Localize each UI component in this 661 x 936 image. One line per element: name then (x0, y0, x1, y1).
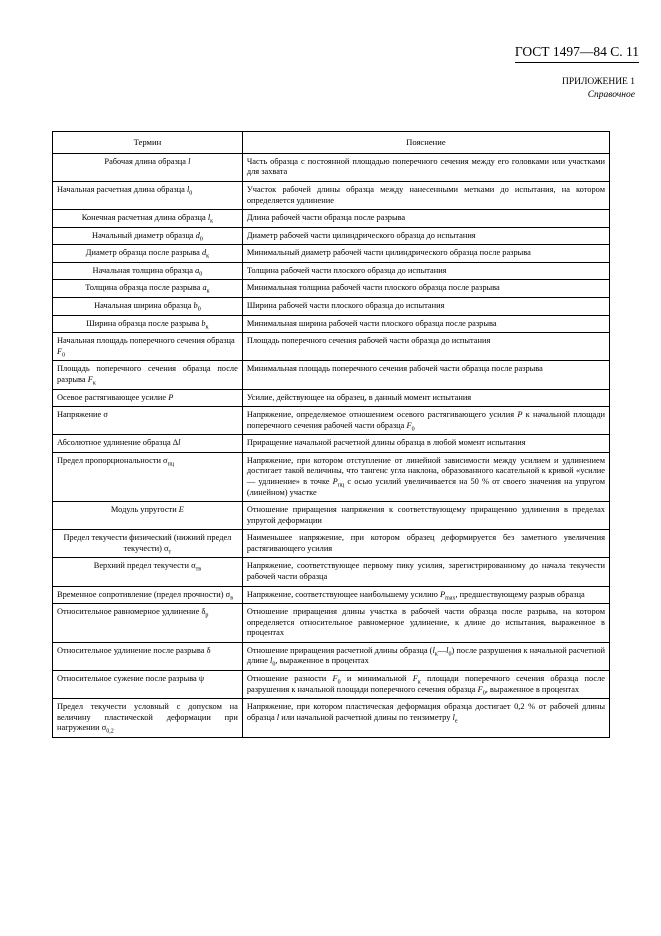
table-row (53, 210, 610, 228)
table-row (53, 604, 610, 643)
explanation-cell: Усилие, действующее на образец, в данный момент испытания (242, 389, 609, 407)
table-row (53, 407, 610, 435)
column-header-explanation: Пояснение (242, 132, 609, 154)
term-cell: Начальный диаметр образца $d_0$ (53, 227, 243, 245)
explanation-cell: Минимальная толщина рабочей части плоского образца после разрыва (242, 280, 609, 298)
term-cell: Модуль упругости E (53, 502, 243, 530)
table-header (53, 132, 610, 154)
explanation-cell: Напряжение, соответствующее первому пику усилия, зарегистрированному до начала текучести рабочей части образца (242, 558, 609, 586)
table-row (53, 333, 610, 361)
term-cell: Осевое растягивающее усилие P (53, 389, 243, 407)
table-row (53, 452, 610, 501)
term-cell: Конечная расчетная длина образца $l_к$ (53, 210, 243, 228)
term-cell: Толщина образца после разрыва $a_к$ (53, 280, 243, 298)
explanation-cell: Минимальный диаметр рабочей части цилиндрического образца после разрыва (242, 245, 609, 263)
term-cell: Абсолютное удлинение образца Δl (53, 435, 243, 453)
term-cell: Относительное равномерное удлинение $\delta_р$ (53, 604, 243, 643)
table-row (53, 502, 610, 530)
term-cell: Временное сопротивление (предел прочности) $\sigma_в$ (53, 586, 243, 604)
table-row (53, 315, 610, 333)
explanation-cell: Отношение разности $F_0$ и минимальной $F_к$ площади поперечного сечения образца после разрушения к начальной площади поперечного сечения образца $F_0$, выраженное в процентах (242, 671, 609, 699)
table-row (53, 435, 610, 453)
explanation-cell: Отношение приращения длины участка в рабочей части образца после разрыва, на котором определяется относительное равномерное удлинение, к длине до испытания, выраженное в процентах (242, 604, 609, 643)
explanation-cell: Напряжение, определяемое отношением осевого растягивающего усилия P к начальной площади поперечного сечения рабочей части образца $F_0$ (242, 407, 609, 435)
explanation-cell: Минимальная площадь поперечного сечения рабочей части образца после разрыва (242, 361, 609, 389)
term-cell: Начальная ширина образца $b_0$ (53, 298, 243, 316)
explanation-cell: Приращение начальной расчетной длины образца в любой момент испытания (242, 435, 609, 453)
term-cell: Напряжение σ (53, 407, 243, 435)
table-body (53, 153, 610, 737)
explanation-cell: Диаметр рабочей части цилиндрического образца до испытания (242, 227, 609, 245)
term-cell: Ширина образца после разрыва $b_к$ (53, 315, 243, 333)
appendix-label (562, 76, 635, 102)
term-cell: Рабочая длина образца l (53, 153, 243, 181)
explanation-cell: Часть образца с постоянной площадью поперечного сечения между его головками или участками для захвата (242, 153, 609, 181)
table-row (53, 699, 610, 738)
table-row (53, 153, 610, 181)
explanation-cell: Участок рабочей длины образца между нанесенными метками до испытания, на котором определяется удлинение (242, 181, 609, 209)
term-cell: Площадь поперечного сечения образца после разрыва $F_к$ (53, 361, 243, 389)
explanation-cell: Длина рабочей части образца после разрыва (242, 210, 609, 228)
explanation-cell: Толщина рабочей части плоского образца до испытания (242, 262, 609, 280)
table-header-row (53, 132, 610, 154)
explanation-cell: Наименьшее напряжение, при котором образец деформируется без заметного увеличения растягивающего усилия (242, 530, 609, 558)
table-row (53, 227, 610, 245)
appendix-subtitle: Справочное (587, 89, 635, 100)
table-row (53, 181, 610, 209)
term-cell: Начальная расчетная длина образца $l_0$ (53, 181, 243, 209)
term-cell: Диаметр образца после разрыва $d_к$ (53, 245, 243, 263)
term-cell: Начальная площадь поперечного сечения образца $F_0$ (53, 333, 243, 361)
term-cell: Начальная толщина образца $a_0$ (53, 262, 243, 280)
explanation-cell: Минимальная ширина рабочей части плоского образца после разрыва (242, 315, 609, 333)
explanation-cell: Напряжение, при котором пластическая деформация образца достигает 0,2 % от рабочей длины образца l или начальной расчетной длины по тензиметру $l_е$ (242, 699, 609, 738)
term-cell: Верхний предел текучести $\sigma_{тв}$ (53, 558, 243, 586)
table-row (53, 642, 610, 670)
term-cell: Предел текучести условный с допуском на величину пластической деформации при нагружении $\sigma_{0,2}$ (53, 699, 243, 738)
column-header-term: Термин (53, 132, 243, 154)
term-cell: Относительное удлинение после разрыва δ (53, 642, 243, 670)
explanation-cell: Отношение приращения расчетной длины образца $(l_к—l_0)$ после разрушения к начальной расчетной длине $l_0$, выраженное в процентах (242, 642, 609, 670)
explanation-cell: Напряжение, соответствующее наибольшему усилию $P_{max}$, предшествующему разрыв образца (242, 586, 609, 604)
term-cell: Предел пропорциональности $\sigma_{пц}$ (53, 452, 243, 501)
table-row (53, 586, 610, 604)
page-header-title: ГОСТ 1497—84 С. 11 (515, 44, 639, 63)
table-row (53, 558, 610, 586)
table-row (53, 280, 610, 298)
explanation-cell: Ширина рабочей части плоского образца до испытания (242, 298, 609, 316)
table-row (53, 530, 610, 558)
explanation-cell: Напряжение, при котором отступление от линейной зависимости между усилием и удлинением достигает такой величины, что тангенс угла наклона, образованного касательной к кривой «усилие — удлинение» в точке $P_{пц}$ с осью усилий увеличивается на 50 % от своего значения на упругом (линейном) участке (242, 452, 609, 501)
table-row (53, 245, 610, 263)
table-row (53, 671, 610, 699)
table-row (53, 361, 610, 389)
term-cell: Относительное сужение после разрыва ψ (53, 671, 243, 699)
explanation-cell: Площадь поперечного сечения рабочей части образца до испытания (242, 333, 609, 361)
table-row (53, 262, 610, 280)
page-header (0, 44, 639, 63)
table-row (53, 298, 610, 316)
appendix-title: ПРИЛОЖЕНИЕ 1 (561, 77, 635, 87)
table-row (53, 389, 610, 407)
term-cell: Предел текучести физический (нижний предел текучести) $\sigma_т$ (53, 530, 243, 558)
terms-table (52, 131, 610, 738)
explanation-cell: Отношение приращения напряжения к соответствующему приращению удлинения в пределах упругой деформации (242, 502, 609, 530)
